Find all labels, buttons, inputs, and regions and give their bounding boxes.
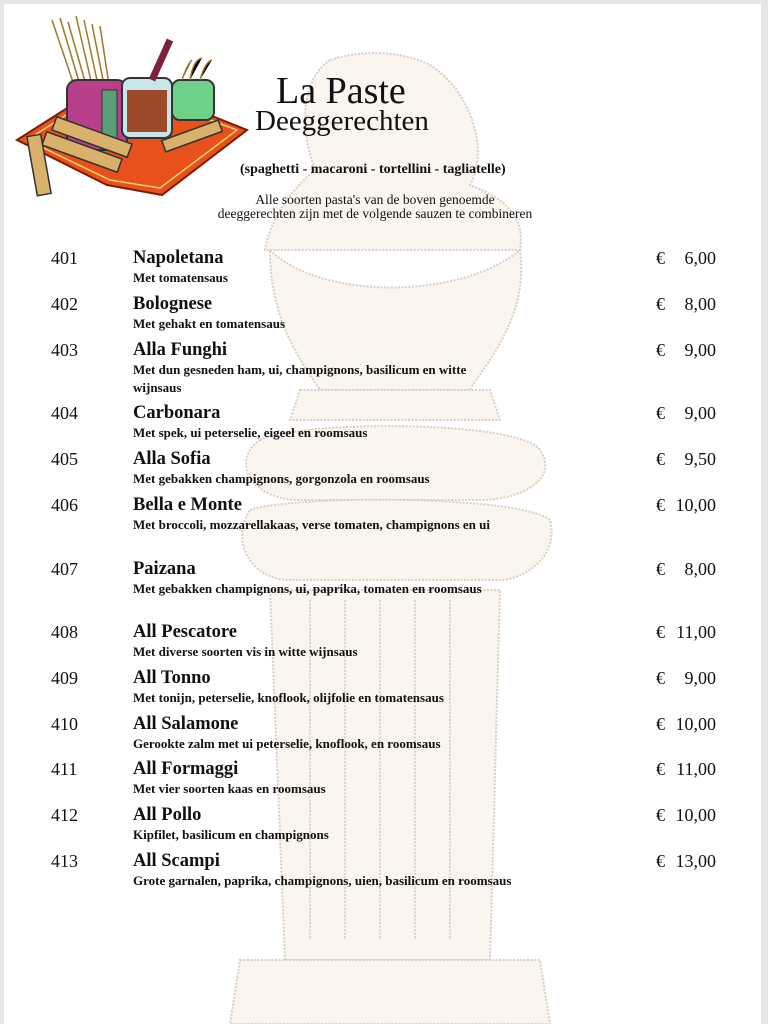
price-amount: 11,00 xyxy=(676,622,716,642)
currency-symbol: € xyxy=(656,495,665,515)
page-title: La Paste xyxy=(276,70,406,112)
item-description: Gerookte zalm met ui peterselie, knoflook, en roomsaus xyxy=(133,736,441,751)
item-description: Met diverse soorten vis in witte wijnsaus xyxy=(133,644,358,659)
item-name: All Tonno xyxy=(133,668,211,688)
currency-symbol: € xyxy=(656,668,665,688)
item-description: Met tonijn, peterselie, knoflook, olijfolie en tomatensaus xyxy=(133,690,444,705)
item-description: Met gehakt en tomatensaus xyxy=(133,316,286,331)
currency-symbol: € xyxy=(656,294,665,314)
price-amount: 9,00 xyxy=(684,403,716,423)
currency-symbol: € xyxy=(656,851,665,871)
currency-symbol: € xyxy=(656,403,665,423)
item-name: All Formaggi xyxy=(133,759,239,779)
item-name: Bolognese xyxy=(133,294,213,314)
pasta-jars-logo xyxy=(12,10,252,200)
item-description: Met tomatensaus xyxy=(133,270,228,285)
item-number: 405 xyxy=(51,449,78,469)
item-description: Met gebakken champignons, gorgonzola en roomsaus xyxy=(133,471,430,486)
item-name: All Scampi xyxy=(133,851,220,871)
price-amount: 10,00 xyxy=(675,714,716,734)
intro-line: deeggerechten zijn met de volgende sauzen te combineren xyxy=(217,206,533,221)
item-number: 406 xyxy=(51,495,78,515)
price-amount: 8,00 xyxy=(684,559,716,579)
intro-text xyxy=(180,193,570,221)
item-name: All Salamone xyxy=(133,714,239,734)
item-number: 413 xyxy=(51,851,78,871)
intro-line: Alle soorten pasta's van de boven genoemde xyxy=(255,192,495,207)
item-name: All Pescatore xyxy=(133,622,237,642)
item-number: 411 xyxy=(51,759,78,779)
price-amount: 10,00 xyxy=(675,805,716,825)
currency-symbol: € xyxy=(656,805,665,825)
item-name: Alla Funghi xyxy=(133,340,228,360)
currency-symbol: € xyxy=(656,559,665,579)
item-description: Met gebakken champignons, ui, paprika, tomaten en roomsaus xyxy=(133,581,482,596)
currency-symbol: € xyxy=(656,340,665,360)
item-number: 409 xyxy=(51,668,78,688)
item-number: 407 xyxy=(51,559,78,579)
item-number: 403 xyxy=(51,340,78,360)
item-number: 408 xyxy=(51,622,78,642)
item-name: Bella e Monte xyxy=(133,495,242,515)
item-name: Napoletana xyxy=(133,248,224,268)
item-name: Paizana xyxy=(133,559,196,579)
item-description: Kipfilet, basilicum en champignons xyxy=(133,827,329,842)
item-description: Met dun gesneden ham, ui, champignons, basilicum en witte wijnsaus xyxy=(133,362,467,395)
item-description: Grote garnalen, paprika, champignons, uien, basilicum en roomsaus xyxy=(133,873,512,888)
item-number: 410 xyxy=(51,714,78,734)
price-amount: 13,00 xyxy=(675,851,716,871)
price-amount: 8,00 xyxy=(684,294,716,314)
item-number: 401 xyxy=(51,248,78,268)
pasta-types: (spaghetti - macaroni - tortellini - tagliatelle) xyxy=(240,162,506,177)
item-description: Met spek, ui peterselie, eigeel en roomsaus xyxy=(133,425,368,440)
price-amount: 11,00 xyxy=(676,759,716,779)
price-amount: 9,00 xyxy=(684,668,716,688)
price-amount: 9,50 xyxy=(684,449,716,469)
currency-symbol: € xyxy=(656,449,665,469)
item-number: 404 xyxy=(51,403,78,423)
price-amount: 9,00 xyxy=(684,340,716,360)
item-name: All Pollo xyxy=(133,805,202,825)
currency-symbol: € xyxy=(656,622,665,642)
page-subtitle: Deeggerechten xyxy=(255,105,429,137)
item-description: Met vier soorten kaas en roomsaus xyxy=(133,781,326,796)
currency-symbol: € xyxy=(656,248,665,268)
item-name: Alla Sofia xyxy=(133,449,211,469)
currency-symbol: € xyxy=(656,714,665,734)
currency-symbol: € xyxy=(656,759,665,779)
item-name: Carbonara xyxy=(133,403,221,423)
item-number: 412 xyxy=(51,805,78,825)
price-amount: 6,00 xyxy=(684,248,716,268)
item-number: 402 xyxy=(51,294,78,314)
price-amount: 10,00 xyxy=(675,495,716,515)
item-description: Met broccoli, mozzarellakaas, verse tomaten, champignons en ui xyxy=(133,517,490,532)
